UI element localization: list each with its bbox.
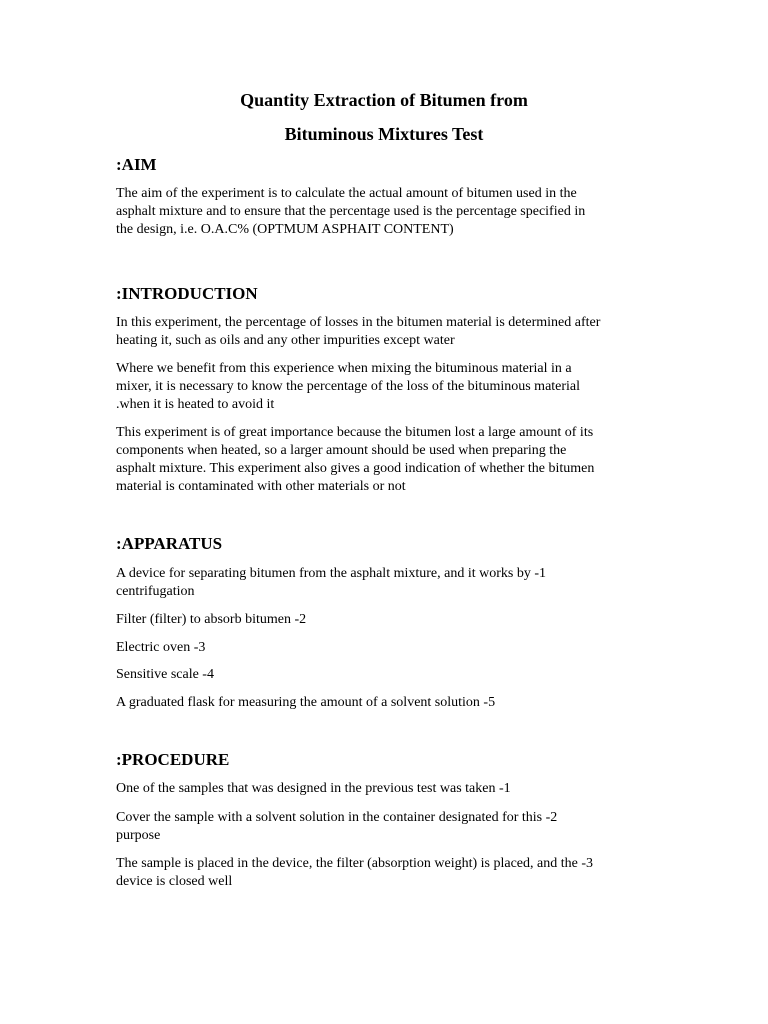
introduction-line: Where we benefit from this experience when mixing the bituminous material in a xyxy=(116,361,572,376)
procedure-line: The sample is placed in the device, the filter (absorption weight) is placed, and the -3 xyxy=(116,856,594,871)
aim-paragraph xyxy=(116,185,661,239)
apparatus-item-4 xyxy=(116,666,661,684)
aim-line: asphalt mixture and to ensure that the percentage used is the percentage specified in xyxy=(116,204,586,219)
introduction-line: components when heated, so a larger amount should be used when preparing the xyxy=(116,443,567,458)
aim-line: The aim of the experiment is to calculate the actual amount of bitumen used in the xyxy=(116,186,577,201)
introduction-line: heating it, such as oils and any other impurities except water xyxy=(116,333,455,348)
apparatus-item-3 xyxy=(116,639,661,657)
introduction-paragraph-1 xyxy=(116,314,661,350)
introduction-heading: :INTRODUCTION xyxy=(116,284,258,303)
procedure-heading: :PROCEDURE xyxy=(116,750,230,769)
procedure-line: purpose xyxy=(116,828,161,843)
document-title-line-2: Bituminous Mixtures Test xyxy=(284,124,484,144)
introduction-line: asphalt mixture. This experiment also gives a good indication of whether the bitumen xyxy=(116,461,595,476)
aim-heading: :AIM xyxy=(116,155,157,174)
procedure-item-2 xyxy=(116,809,661,845)
procedure-line: Cover the sample with a solvent solution in the container designated for this -2 xyxy=(116,810,558,825)
introduction-line: This experiment is of great importance because the bitumen lost a large amount of its xyxy=(116,425,594,440)
introduction-line: .when it is heated to avoid it xyxy=(116,397,275,412)
introduction-line: mixer, it is necessary to know the percentage of the loss of the bituminous material xyxy=(116,379,581,394)
apparatus-line: A graduated flask for measuring the amount of a solvent solution -5 xyxy=(116,695,496,710)
procedure-item-1 xyxy=(116,780,661,798)
apparatus-item-1 xyxy=(116,565,661,601)
aim-line: the design, i.e. O.A.C% (OPTMUM ASPHAIT CONTENT) xyxy=(116,222,454,237)
apparatus-line: Filter (filter) to absorb bitumen -2 xyxy=(116,612,307,627)
introduction-line: material is contaminated with other materials or not xyxy=(116,479,406,494)
document-title-line-1: Quantity Extraction of Bitumen from xyxy=(240,90,528,110)
procedure-item-3 xyxy=(116,855,661,891)
apparatus-heading: :APPARATUS xyxy=(116,534,223,553)
apparatus-line: A device for separating bitumen from the asphalt mixture, and it works by -1 xyxy=(116,566,547,581)
apparatus-line: Sensitive scale -4 xyxy=(116,667,214,682)
apparatus-item-5 xyxy=(116,694,661,712)
introduction-paragraph-2 xyxy=(116,360,661,414)
apparatus-item-2 xyxy=(116,611,661,629)
apparatus-line: Electric oven -3 xyxy=(116,640,206,655)
introduction-line: In this experiment, the percentage of losses in the bitumen material is determined after xyxy=(116,315,601,330)
apparatus-line: centrifugation xyxy=(116,584,195,599)
procedure-line: One of the samples that was designed in the previous test was taken -1 xyxy=(116,781,511,796)
introduction-paragraph-3 xyxy=(116,424,661,496)
procedure-line: device is closed well xyxy=(116,874,233,889)
